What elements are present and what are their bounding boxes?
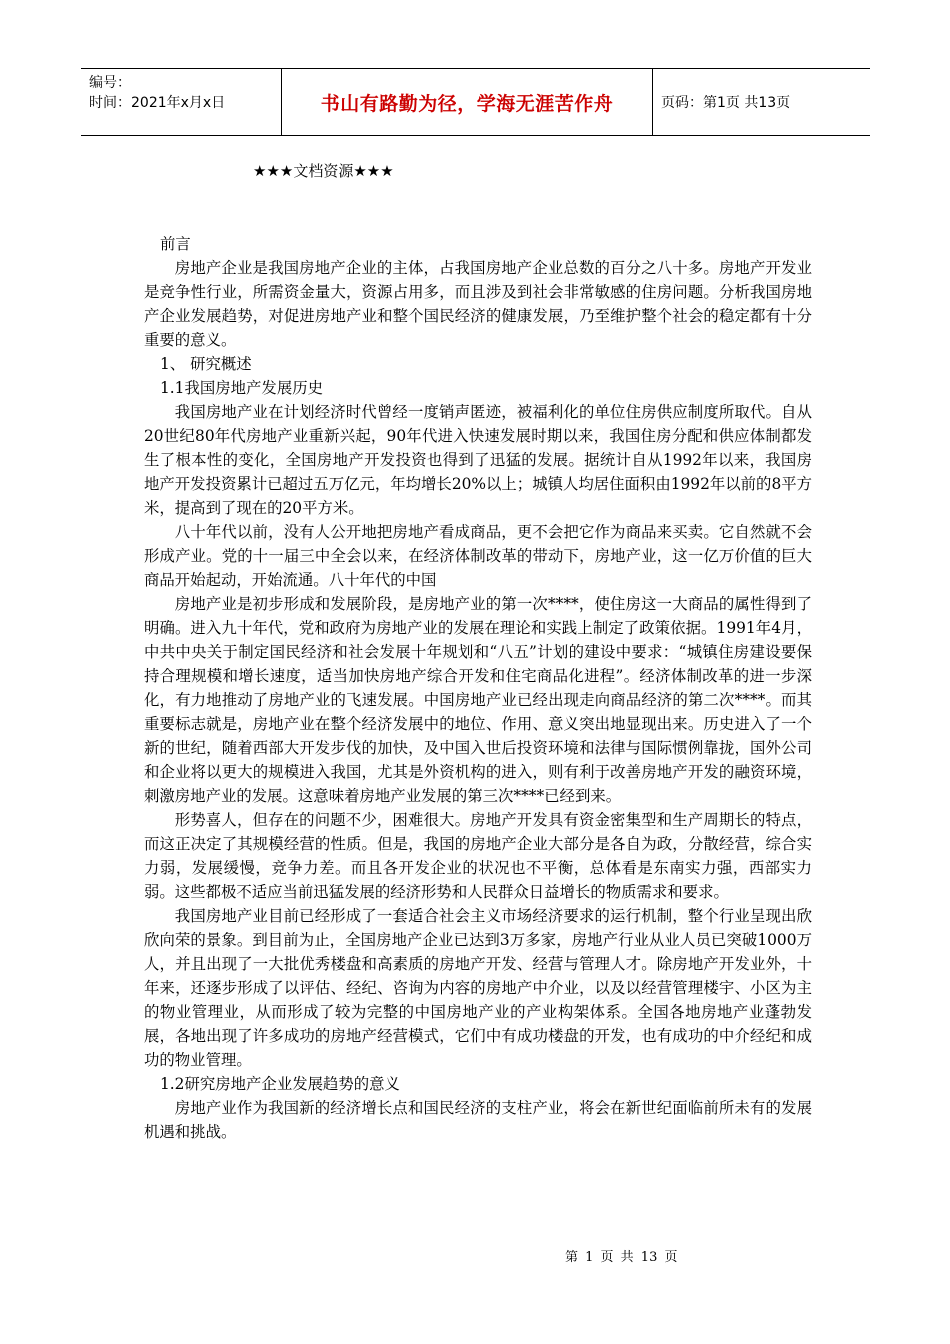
document-body	[144, 232, 812, 1144]
number-label: 编号：	[89, 75, 131, 91]
paragraph: 形势喜人，但存在的问题不少，困难很大。房地产开发具有资金密集型和生产周期长的特点，而这正决定了其规模经营的性质。但是，我国的房地产企业大部分是各自为政，分散经营，综合实力弱，发展缓慢，竞争力差。而且各开发企业的状况也不平衡，总体看是东南实力强，西部实力弱。这些都极不适应当前迅猛发展的经济形势和人民群众日益增长的物质需求和要求。	[144, 811, 812, 901]
header-page-info: 页码：第1页 共13页	[661, 95, 791, 111]
header-motto: 书山有路勤为径，学海无涯苦作舟	[320, 92, 614, 115]
doc-source-banner: ★★★文档资源★★★	[253, 162, 394, 180]
page-header	[81, 68, 870, 136]
paragraph: 我国房地产业在计划经济时代曾经一度销声匿迹，被福利化的单位住房供应制度所取代。自从20世纪80年代房地产业重新兴起，90年代进入快速发展时期以来，我国住房分配和供应体制都发生了根本性的变化，全国房地产开发投资也得到了迅猛的发展。据统计自从1992年以来，我国房地产开发投资累计已超过五万亿元，年均增长20%以上；城镇人均居住面积由1992年以前的8平方米，提高到了现在的20平方米。	[144, 403, 813, 517]
subsection-heading-significance: 1.2研究房地产企业发展趋势的意义	[160, 1075, 400, 1093]
paragraph: 房地产业作为我国新的经济增长点和国民经济的支柱产业，将会在新世纪面临前所未有的发展机遇和挑战。	[144, 1099, 812, 1141]
subsection-heading-history: 1.1我国房地产发展历史	[160, 379, 323, 397]
time-label: 时间：2021年x月x日	[89, 95, 226, 111]
paragraph: 八十年代以前，没有人公开地把房地产看成商品，更不会把它作为商品来买卖。它自然就不会形成产业。党的十一届三中全会以来，在经济体制改革的带动下，房地产业，这一亿万价值的巨大商品开始起动，开始流通。八十年代的中国	[144, 523, 812, 589]
section-heading-overview: 1、 研究概述	[160, 355, 252, 373]
section-heading-preface: 前言	[160, 235, 191, 253]
header-meta	[81, 69, 281, 135]
paragraph: 我国房地产业目前已经形成了一套适合社会主义市场经济要求的运行机制，整个行业呈现出欣欣向荣的景象。到目前为止，全国房地产企业已达到3万多家，房地产行业从业人员已突破1000万人，并且出现了一大批优秀楼盘和高素质的房地产开发、经营与管理人才。除房地产开发业外，十年来，还逐步形成了以评估、经纪、咨询为内容的房地产中介业，以及以经营管理楼宇、小区为主的物业管理业，从而形成了较为完整的中国房地产业的产业构架体系。全国各地房地产业蓬勃发展，各地出现了许多成功的房地产经营模式，它们中有成功楼盘的开发，也有成功的中介经纪和成功的物业管理。	[144, 907, 812, 1069]
page-footer: 第 1 页 共 13 页	[565, 1250, 678, 1265]
paragraph: 房地产业是初步形成和发展阶段，是房地产业的第一次****，使住房这一大商品的属性得到了明确。进入九十年代，党和政府为房地产业的发展在理论和实践上制定了政策依据。1991年4月，中共中央关于制定国民经济和社会发展十年规划和“八五”计划的建设中要求：“城镇住房建设要保持合理规模和增长速度，适当加快房地产综合开发和住宅商品化进程”。经济体制改革的进一步深化，有力地推动了房地产业的飞速发展。中国房地产业已经出现走向商品经济的第二次****。而其重要标志就是，房地产业在整个经济发展中的地位、作用、意义突出地显现出来。历史进入了一个新的世纪，随着西部大开发步伐的加快，及中国入世后投资环境和法律与国际惯例靠拢，国外公司和企业将以更大的规模进入我国，尤其是外资机构的进入，则有利于改善房地产开发的融资环境，刺激房地产业的发展。这意味着房地产业发展的第三次****已经到来。	[144, 595, 812, 805]
paragraph: 房地产企业是我国房地产企业的主体，占我国房地产企业总数的百分之八十多。房地产开发业是竞争性行业，所需资金量大，资源占用多，而且涉及到社会非常敏感的住房问题。分析我国房地产企业发展趋势，对促进房地产业和整个国民经济的健康发展，乃至维护整个社会的稳定都有十分重要的意义。	[144, 259, 812, 349]
header-motto-cell	[281, 69, 653, 135]
